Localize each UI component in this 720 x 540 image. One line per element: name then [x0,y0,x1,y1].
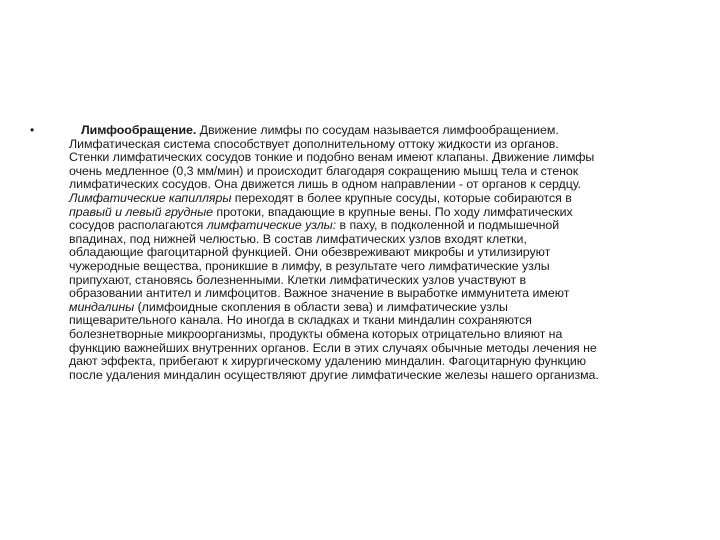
paragraph-line-5 [69,178,681,192]
text-segment: пищеварительного канала. Но иногда в складках и ткани миндалин сохраняются [69,313,532,328]
text-segment: функцию важнейших внутренних органов. Если в этих случаях обычные методы лечения не [69,340,597,355]
italic-term: правый и левый грудные [69,204,214,219]
paragraph-line-15 [69,314,681,328]
paragraph-line-9 [69,233,681,247]
text-segment: Движение лимфы по сосудам называется лимфообращением. [196,123,559,137]
text-segment: очень медленное (0,3 мм/мин) и происходит благодаря сокращению мышц тела и стенок [69,163,579,178]
text-segment: болезнетворные микроорганизмы, продукты обмена которых отрицательно влияют на [69,326,563,341]
paragraph-line-13 [69,287,681,301]
paragraph-line-19 [69,369,681,383]
paragraph-line-16 [69,328,681,342]
text-segment: переходят в более крупные сосуды, которые собираются в [231,190,572,205]
paragraph-line-3 [69,151,681,165]
paragraph-line-7 [69,206,681,220]
italic-term: Лимфатические капилляры [69,190,232,205]
italic-term: лимфатические узлы: [206,218,337,233]
text-segment: лимфатических сосудов. Она движется лишь в одном направлении - от органов к сердцу. [69,177,582,192]
text-segment: дают эффекта, прибегают к хирургическому удалению миндалин. Фагоцитарную функцию [69,354,586,369]
paragraph-line-11 [69,260,681,274]
paragraph-line-4 [69,165,681,179]
paragraph-line-8 [69,219,681,233]
text-segment: припухают, становясь болезненными. Клетки лимфатических узлов участвуют в [69,272,527,287]
paragraph-line-10 [69,246,681,260]
italic-term: миндалины [69,299,135,314]
paragraph-line-18 [69,355,681,369]
paragraph-line-12 [69,274,681,288]
paragraph-line-1 [69,124,681,138]
text-segment: (лимфоидные скопления в области зева) и лимфатические узлы [134,299,508,314]
text-segment: образовании антител и лимфоцитов. Важное значение в выработке иммунитета имеют [69,286,570,301]
text-segment: впадинах, под нижней челюстью. В состав лимфатических узлов входят клетки, [69,231,527,246]
text-segment: сосудов располагаются [69,218,207,233]
text-segment: Лимфатическая система способствует дополнительному оттоку жидкости из органов. [69,136,559,151]
text-segment: чужеродные вещества, проникшие в лимфу, в результате чего лимфатические узлы [69,258,550,273]
paragraph-heading: Лимфообращение. [81,123,197,137]
text-segment: обладающие фагоцитарной функцией. Они обезвреживают микробы и утилизируют [69,245,551,260]
text-segment: после удаления миндалин осуществляют другие лимфатические железы нашего организма. [69,367,599,382]
paragraph-text [69,124,681,382]
text-segment: в паху, в подколенной и подмышечной [336,218,560,233]
paragraph-line-2 [69,138,681,152]
paragraph-line-14 [69,301,681,315]
text-segment: протоки, впадающие в крупные вены. По ходу лимфатических [213,204,573,219]
bullet-point: • [30,123,35,137]
text-segment: Стенки лимфатических сосудов тонкие и подобно венам имеют клапаны. Движение лимфы [69,150,595,165]
paragraph-line-17 [69,342,681,356]
paragraph-line-6 [69,192,681,206]
